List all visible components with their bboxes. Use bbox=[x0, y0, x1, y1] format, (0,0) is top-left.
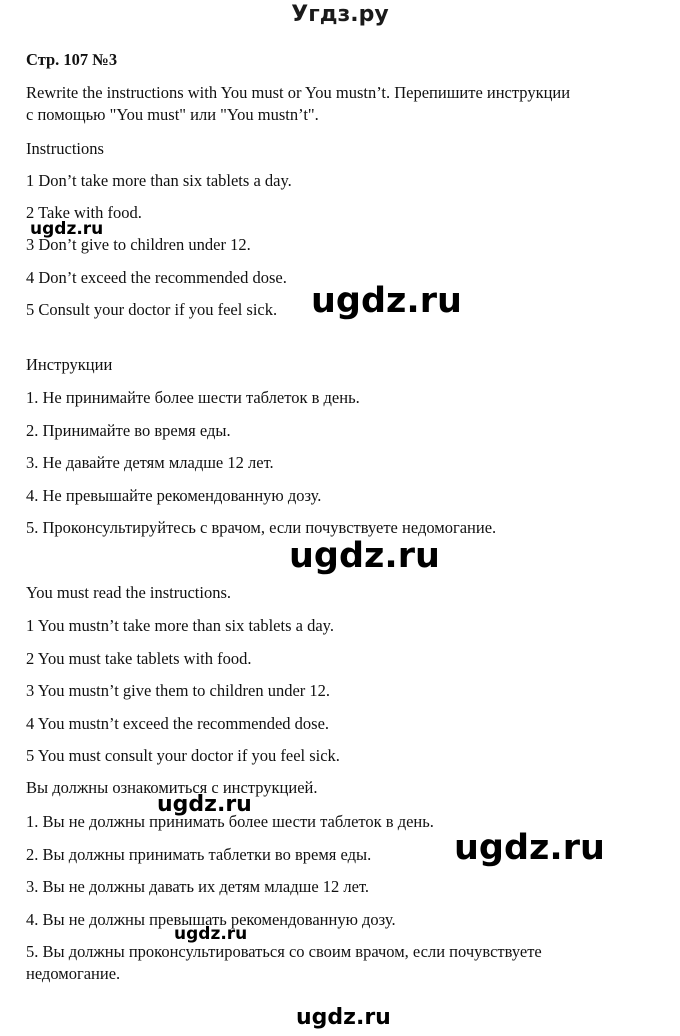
ru-answer-item: 3. Вы не должны давать их детям младше 12 лет. bbox=[26, 877, 370, 896]
instruction-item: 3 Don’t give to children under 12. bbox=[26, 235, 251, 254]
watermark: ugdz.ru bbox=[311, 281, 462, 321]
watermark: ugdz.ru bbox=[174, 924, 248, 944]
ru-instruction-item: 3. Не давайте детям младше 12 лет. bbox=[26, 453, 274, 472]
ru-answer-intro: Вы должны ознакомиться с инструкцией. bbox=[26, 778, 318, 797]
watermark: ugdz.ru bbox=[296, 1005, 391, 1030]
answer-item: 2 You must take tablets with food. bbox=[26, 649, 252, 668]
ru-instruction-item: 1. Не принимайте более шести таблеток в день. bbox=[26, 388, 360, 407]
watermark: ugdz.ru bbox=[157, 792, 252, 817]
task-line-1: Rewrite the instructions with You must or You mustn’t. Перепишите инструкции bbox=[26, 83, 571, 102]
ru-instructions-title: Инструкции bbox=[26, 355, 113, 374]
answer-item: 1 You mustn’t take more than six tablets a day. bbox=[26, 616, 334, 635]
ru-answer-item-continued: недомогание. bbox=[26, 964, 121, 983]
exercise-heading: Стр. 107 №3 bbox=[26, 50, 118, 69]
ru-instruction-item: 4. Не превышайте рекомендованную дозу. bbox=[26, 486, 322, 505]
watermark: ugdz.ru bbox=[454, 828, 605, 868]
ru-answer-item: 2. Вы должны принимать таблетки во время еды. bbox=[26, 845, 372, 864]
instruction-item: 5 Consult your doctor if you feel sick. bbox=[26, 300, 278, 319]
ru-answer-item: 1. Вы не должны принимать более шести таблеток в день. bbox=[26, 812, 434, 831]
instruction-item: 2 Take with food. bbox=[26, 203, 142, 222]
answer-intro: You must read the instructions. bbox=[26, 583, 232, 602]
task-line-2: с помощью "You must" или "You mustn’t". bbox=[26, 105, 319, 124]
ru-answer-item: 4. Вы не должны превышать рекомендованную дозу. bbox=[26, 910, 396, 929]
answer-item: 3 You mustn’t give them to children under 12. bbox=[26, 681, 331, 700]
ru-answer-item: 5. Вы должны проконсультироваться со своим врачом, если почувствуете bbox=[26, 942, 542, 961]
ru-instruction-item: 5. Проконсультируйтесь с врачом, если почувствуете недомогание. bbox=[26, 518, 497, 537]
answer-item: 4 You mustn’t exceed the recommended dose. bbox=[26, 714, 330, 733]
instruction-item: 1 Don’t take more than six tablets a day. bbox=[26, 171, 292, 190]
ru-instruction-item: 2. Принимайте во время еды. bbox=[26, 421, 231, 440]
instructions-title: Instructions bbox=[26, 139, 104, 158]
site-title: Угдз.ру bbox=[291, 2, 389, 27]
answer-item: 5 You must consult your doctor if you feel sick. bbox=[26, 746, 340, 765]
instruction-item: 4 Don’t exceed the recommended dose. bbox=[26, 268, 287, 287]
watermark: ugdz.ru bbox=[289, 536, 440, 576]
watermark: ugdz.ru bbox=[30, 219, 104, 239]
